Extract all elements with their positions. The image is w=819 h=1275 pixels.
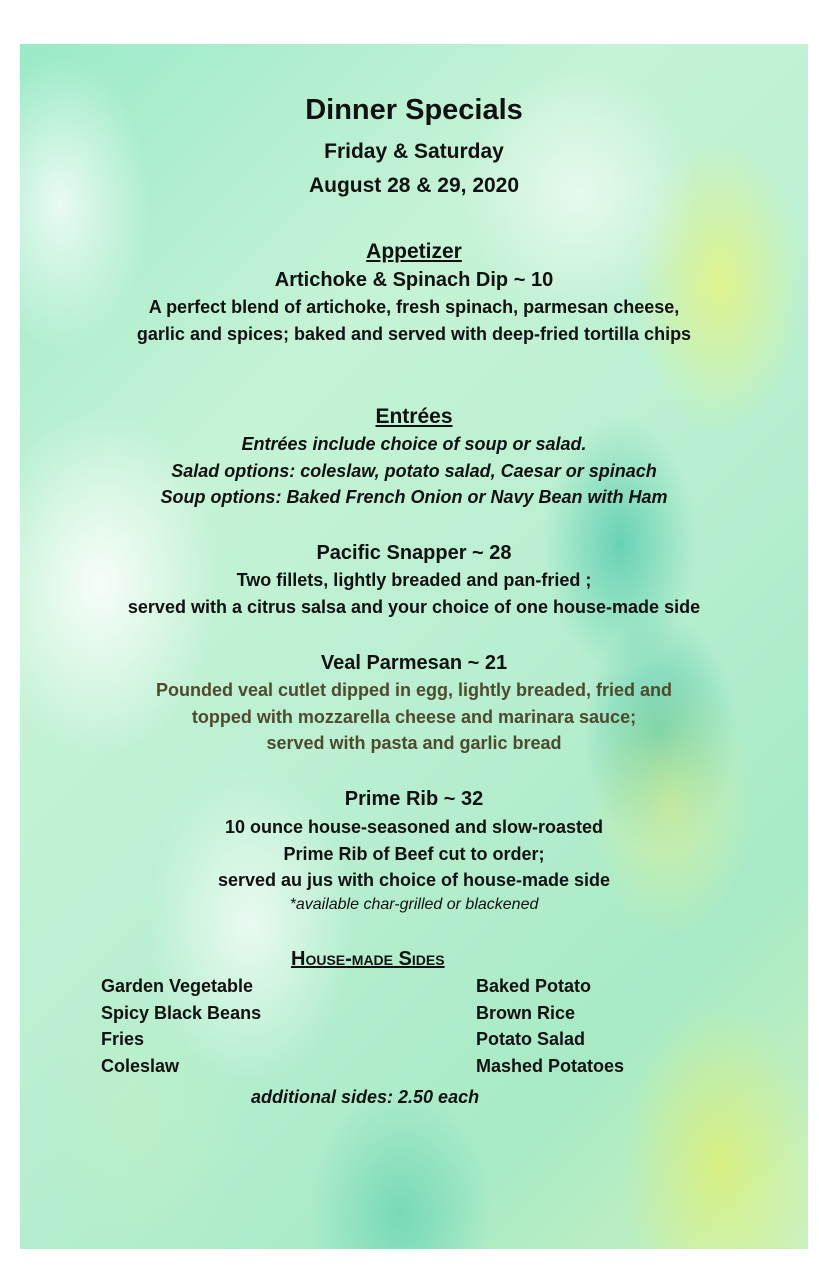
entree-desc-line: served au jus with choice of house-made side xyxy=(217,870,611,890)
entrees-note-line: Entrées include choice of soup or salad. xyxy=(241,434,587,454)
sides-heading: House-made Sides xyxy=(291,948,445,970)
side-item: Baked Potato xyxy=(476,976,592,996)
side-item: Mashed Potatoes xyxy=(476,1055,625,1076)
entree-desc-snapper xyxy=(20,567,808,620)
menu-days: Friday & Saturday xyxy=(324,140,504,163)
entree-desc-line: served with a citrus salsa and your choice of one house-made side xyxy=(127,596,701,617)
entree-desc-prime-rib xyxy=(20,814,808,894)
side-item: Fries xyxy=(101,1029,145,1049)
entree-desc-line: 10 ounce house-seasoned and slow-roasted xyxy=(224,817,604,837)
entree-desc-veal xyxy=(20,677,808,757)
menu-title: Dinner Specials xyxy=(305,94,523,126)
entree-desc-line: Pounded veal cutlet dipped in egg, lightly breaded, fried and xyxy=(155,680,673,700)
appetizer-name: Artichoke & Spinach Dip ~ 10 xyxy=(274,269,554,291)
appetizer-desc-line: A perfect blend of artichoke, fresh spinach, parmesan cheese, xyxy=(148,297,680,317)
side-item: Potato Salad xyxy=(476,1029,586,1049)
entrees-note-line: Salad options: coleslaw, potato salad, Caesar or spinach xyxy=(171,460,657,481)
sides-right-column xyxy=(476,973,624,1079)
menu-date: August 28 & 29, 2020 xyxy=(308,174,520,197)
sides-left-column xyxy=(101,973,261,1079)
appetizer-heading: Appetizer xyxy=(366,240,462,263)
additional-sides-price: additional sides: 2.50 each xyxy=(251,1087,480,1107)
entree-desc-line: served with pasta and garlic bread xyxy=(266,733,562,753)
entree-name-prime-rib: Prime Rib ~ 32 xyxy=(344,788,484,810)
entree-desc-line: topped with mozzarella cheese and marinara sauce; xyxy=(191,706,637,727)
entree-desc-line: Prime Rib of Beef cut to order; xyxy=(283,843,545,864)
side-item: Spicy Black Beans xyxy=(101,1002,262,1023)
menu-sheet xyxy=(20,44,808,1249)
entree-name-veal: Veal Parmesan ~ 21 xyxy=(320,652,508,674)
appetizer-description xyxy=(20,294,808,347)
entrees-notes xyxy=(20,431,808,511)
side-item: Garden Vegetable xyxy=(101,976,254,996)
side-item: Coleslaw xyxy=(101,1055,180,1076)
appetizer-desc-line: garlic and spices; baked and served with deep-fried tortilla chips xyxy=(136,323,692,344)
entree-desc-line: Two fillets, lightly breaded and pan-fried ; xyxy=(236,570,592,590)
entree-name-snapper: Pacific Snapper ~ 28 xyxy=(316,542,512,564)
entrees-note-line: Soup options: Baked French Onion or Navy Bean with Ham xyxy=(160,487,668,507)
prime-rib-note: *available char-grilled or blackened xyxy=(289,896,539,913)
side-item: Brown Rice xyxy=(476,1002,576,1023)
entrees-heading: Entrées xyxy=(375,405,453,428)
